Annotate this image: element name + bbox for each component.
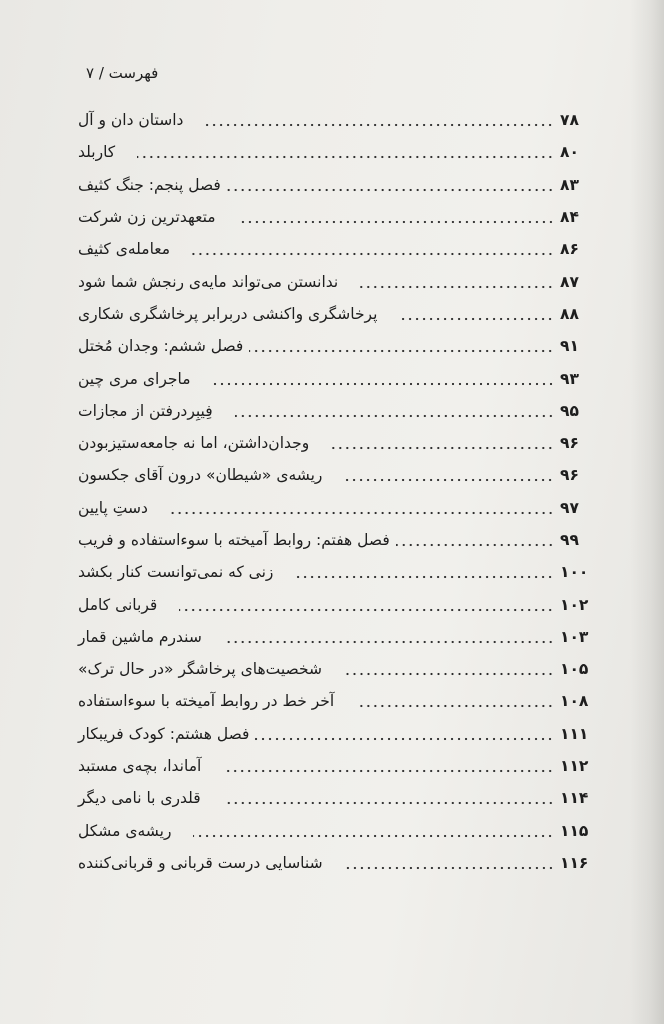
toc-entry — [78, 201, 592, 233]
toc-dot-leader — [192, 250, 554, 258]
toc-page-number: ۱۱۶ — [560, 853, 589, 872]
toc-entry-title: قلدری با نامی دیگر — [78, 789, 201, 808]
toc-entry — [78, 265, 592, 297]
toc-page-number: ۷۸ — [560, 111, 579, 130]
toc-dot-leader — [223, 767, 554, 775]
toc-dot-leader — [396, 541, 554, 549]
toc-dot-leader — [238, 218, 554, 226]
toc-entry — [78, 492, 592, 524]
toc-entry — [78, 685, 592, 717]
toc-entry-title: دستِ پایین — [78, 498, 148, 517]
toc-dot-leader — [205, 121, 554, 129]
toc-chapter-entry — [78, 718, 592, 750]
toc-entry-title: شناسایی درست قربانی و قربانی‌کننده — [78, 853, 323, 872]
toc-entry — [78, 556, 592, 588]
toc-entry — [78, 362, 592, 394]
toc-entry-title: ریشه‌ی مشکل — [78, 821, 172, 840]
page-header: فهرست / ۷ — [86, 64, 159, 82]
toc-dot-leader — [213, 380, 555, 388]
toc-dot-leader — [344, 670, 554, 678]
toc-page-number: ۸۳ — [560, 175, 579, 194]
page-edge-shadow — [630, 0, 664, 1024]
toc-entry-title: وجدان‌داشتن، اما نه جامعه‌ستیزبودن — [78, 434, 310, 453]
toc-page-number: ۹۷ — [560, 498, 579, 517]
toc-page-number: ۸۷ — [560, 272, 579, 291]
toc-chapter-entry — [78, 169, 592, 201]
toc-page-number: ۱۱۴ — [560, 789, 589, 808]
toc-page-number: ۹۶ — [560, 434, 579, 453]
toc-dot-leader — [356, 702, 554, 710]
toc-entry — [78, 750, 592, 782]
toc-entry-title: پرخاشگری واکنشی دربرابر پرخاشگری شکاری — [78, 304, 378, 323]
toc-entry-title: معامله‌ی کثیف — [78, 240, 171, 259]
toc-entry-title: شخصیت‌های پرخاشگر «در حال ترک» — [78, 660, 322, 679]
toc-entry — [78, 782, 592, 814]
toc-page-number: ۱۰۳ — [560, 627, 589, 646]
toc-entry-title: داستان دان و آل — [78, 111, 184, 130]
toc-dot-leader — [255, 735, 554, 743]
toc-chapter-entry — [78, 524, 592, 556]
toc-entry-title: فصل هفتم: روابط آمیخته با سوءاستفاده و فریب — [78, 531, 390, 549]
toc-entry-title: فِیبِردرفتن از مجازات — [78, 401, 213, 420]
toc-dot-leader — [331, 444, 554, 452]
toc-dot-leader — [170, 509, 554, 517]
toc-page-number: ۹۳ — [560, 369, 579, 388]
toc-chapter-entry — [78, 330, 592, 362]
toc-dot-leader — [224, 638, 554, 646]
toc-dot-leader — [295, 573, 554, 581]
toc-page-number: ۱۰۰ — [560, 563, 589, 582]
toc-entry — [78, 104, 592, 136]
toc-entry-title: آماندا، بچه‌ی مستبد — [78, 757, 202, 776]
toc-dot-leader — [137, 153, 554, 161]
toc-page-number: ۹۱ — [560, 337, 579, 356]
toc-page-number: ۱۱۲ — [560, 757, 589, 776]
toc-entry — [78, 395, 592, 427]
toc-entry — [78, 233, 592, 265]
toc-entry — [78, 815, 592, 847]
toc-page-number: ۸۸ — [560, 304, 579, 323]
toc-entry-title: قربانی کامل — [78, 595, 158, 614]
toc-dot-leader — [193, 832, 554, 840]
toc-entry-title: فصل هشتم: کودک فریبکار — [78, 724, 250, 743]
toc-entry-title: فصل پنجم: جنگ کثیف — [78, 175, 221, 194]
toc-entry — [78, 459, 592, 491]
toc-dot-leader — [345, 864, 554, 872]
toc-entry — [78, 653, 592, 685]
toc-dot-leader — [235, 412, 554, 420]
toc-entry — [78, 136, 592, 168]
toc-page-number: ۱۰۲ — [560, 595, 589, 614]
toc-entry — [78, 621, 592, 653]
toc-entry-title: سندرم ماشین قمار — [78, 627, 202, 646]
toc-entry-title: کاربلد — [78, 143, 116, 162]
toc-entry-title: متعهدترین زن شرکت — [78, 208, 216, 227]
toc-entry-title: ماجرای مری چین — [78, 369, 191, 388]
toc-dot-leader — [249, 347, 554, 355]
toc-page-number: ۸۴ — [560, 208, 579, 227]
toc-page-number: ۱۰۵ — [560, 660, 589, 679]
toc-page-number: ۱۱۵ — [560, 821, 589, 840]
toc-entry-title: فصل ششم: وجدان مُختل — [78, 337, 244, 356]
toc-page-number: ۸۰ — [560, 143, 579, 162]
toc-dot-leader — [179, 606, 554, 614]
toc-entry-title: آخر خط در روابط آمیخته با سوءاستفاده — [78, 692, 335, 711]
toc-dot-leader — [344, 476, 554, 484]
toc-page-number: ۹۵ — [560, 401, 579, 420]
toc-dot-leader — [399, 315, 554, 323]
toc-entry — [78, 427, 592, 459]
toc-dot-leader — [227, 186, 554, 194]
toc-page-number: ۸۶ — [560, 240, 579, 259]
toc-entry-title: زنی که نمی‌توانست کنار بکشد — [78, 563, 274, 582]
toc-entry — [78, 298, 592, 330]
toc-page-number: ۹۹ — [560, 531, 579, 549]
toc-page-number: ۱۱۱ — [560, 724, 589, 743]
toc-page-number: ۱۰۸ — [560, 692, 589, 711]
table-of-contents — [78, 104, 592, 879]
toc-entry-title: ریشه‌ی «شیطان» درون آقای جکسون — [78, 466, 323, 485]
toc-page-number: ۹۶ — [560, 466, 579, 485]
toc-entry — [78, 588, 592, 620]
toc-entry — [78, 847, 592, 879]
toc-entry-title: ندانستن می‌تواند مایه‌ی رنجش شما شود — [78, 272, 339, 291]
toc-dot-leader — [360, 283, 554, 291]
toc-dot-leader — [223, 799, 554, 807]
